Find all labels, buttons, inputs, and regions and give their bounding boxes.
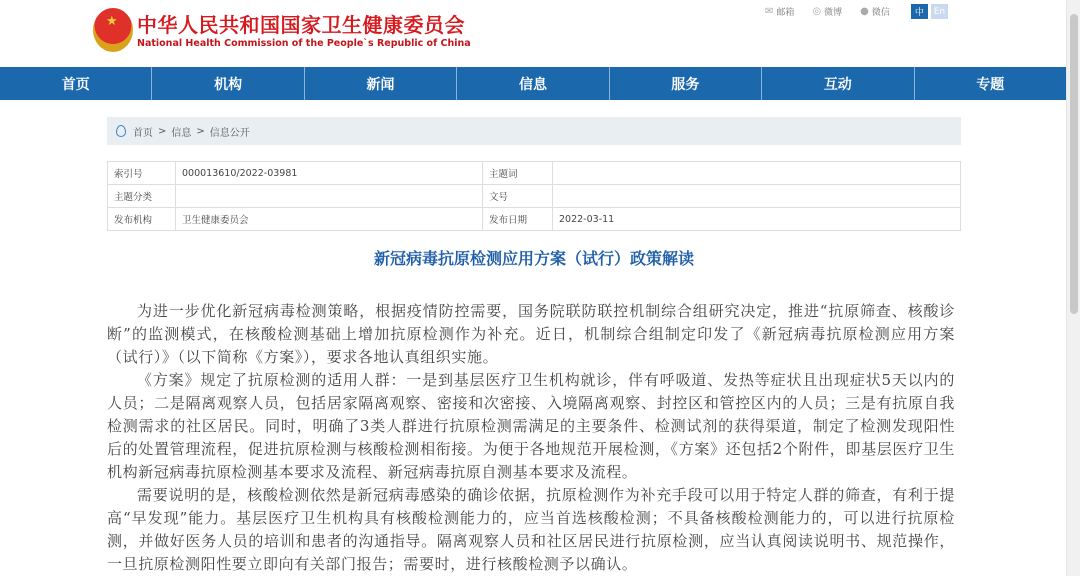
value-category — [176, 185, 483, 208]
wechat-link[interactable] — [860, 5, 890, 18]
nav-interaction[interactable]: 互动 — [762, 67, 914, 100]
breadcrumb-separator: > — [196, 125, 205, 137]
wechat-icon: ● — [860, 6, 869, 17]
breadcrumb-disclosure[interactable]: 信息公开 — [209, 127, 250, 139]
paragraph: 为进一步优化新冠病毒检测策略，根据疫情防控需要，国务院联防联控机制综合组研究决定，推进“抗原筛查、核酸诊断”的监测模式，在核酸检测基础上增加抗原检测作为补充。近日，机制综合组制定印发了《新冠病毒抗原检测应用方案（试行）》（以下简称《方案》），要求各地认真组织实施。 — [107, 302, 955, 366]
label-date: 发布日期 — [483, 208, 553, 231]
weibo-label: 微博 — [824, 8, 843, 18]
breadcrumb-separator: > — [158, 125, 167, 137]
table-row — [108, 162, 961, 185]
mail-label: 邮箱 — [776, 8, 795, 18]
label-doc-number: 文号 — [483, 185, 553, 208]
nav-organization[interactable]: 机构 — [152, 67, 304, 100]
nav-topics[interactable]: 专题 — [976, 76, 1005, 93]
paragraph: 《方案》规定了抗原检测的适用人群：一是到基层医疗卫生机构就诊，伴有呼吸道、发热等症状且出现症状5天以内的人员；二是隔离观察人员，包括居家隔离观察、密接和次密接、入境隔离观察、封控区和管控区内的人员；三是有抗原自我检测需求的社区居民。同时，明确了3类人群进行抗原检测需满足的主要条件、检测试剂的获得渠道，制定了检测发现阳性后的处置管理流程，促进抗原检测与核酸检测相衔接。为便于各地规范开展检测，《方案》还包括2个附件，即基层医疗卫生机构新冠病毒抗原检测基本要求及流程、新冠病毒抗原自测基本要求及流程。 — [107, 371, 955, 481]
value-keywords — [553, 162, 961, 185]
site-header — [0, 0, 1066, 67]
weibo-link[interactable] — [812, 5, 842, 18]
label-publisher: 发布机构 — [108, 208, 176, 231]
nav-news[interactable]: 新闻 — [305, 67, 457, 100]
scrollbar[interactable] — [1066, 0, 1080, 576]
weibo-icon: ◎ — [812, 6, 822, 17]
mail-link[interactable] — [765, 5, 794, 18]
site-name-en: National Health Commission of the People`s Republic of China — [137, 38, 471, 49]
value-publisher: 卫生健康委员会 — [176, 208, 483, 231]
national-emblem-logo[interactable] — [93, 8, 133, 52]
label-index: 索引号 — [108, 162, 176, 185]
site-name-cn[interactable]: 中华人民共和国国家卫生健康委员会 — [137, 13, 465, 37]
breadcrumb — [107, 117, 961, 145]
table-row — [108, 208, 961, 231]
wechat-label: 微信 — [871, 8, 890, 18]
article-body — [107, 300, 955, 576]
breadcrumb-home[interactable]: 首页 — [133, 127, 153, 139]
document-metadata-table — [107, 161, 961, 231]
lang-en-button[interactable]: En — [931, 4, 948, 19]
article-title: 新冠病毒抗原检测应用方案（试行）政策解读 — [373, 249, 694, 268]
table-row — [108, 185, 961, 208]
mail-icon: ✉ — [765, 6, 774, 17]
location-pin-icon — [116, 125, 126, 137]
nav-home[interactable]: 首页 — [0, 67, 152, 100]
scrollbar-thumb[interactable] — [1070, 14, 1078, 314]
breadcrumb-info[interactable]: 信息 — [171, 127, 192, 139]
value-index: 000013610/2022-03981 — [176, 162, 483, 185]
nav-services[interactable]: 服务 — [610, 67, 762, 100]
paragraph: 需要说明的是，核酸检测依然是新冠病毒感染的确诊依据，抗原检测作为补充手段可以用于特定人群的筛查，有利于提高“早发现”能力。基层医疗卫生机构具有核酸检测能力的，应当首选核酸检测；不具备核酸检测能力的，可以进行抗原检测，并做好医务人员的培训和患者的沟通指导。隔离观察人员和社区居民进行抗原检测，应当认真阅读说明书、规范操作，一旦抗原检测阳性要立即向有关部门报告；需要时，进行核酸检测予以确认。 — [107, 486, 955, 573]
label-category: 主题分类 — [108, 185, 176, 208]
top-links — [765, 4, 948, 19]
main-nav — [0, 67, 1066, 100]
label-keywords: 主题词 — [483, 162, 553, 185]
lang-zh-button[interactable]: 中 — [911, 4, 928, 19]
nav-info[interactable]: 信息 — [457, 67, 609, 100]
value-date: 2022-03-11 — [553, 208, 961, 231]
value-doc-number — [553, 185, 961, 208]
